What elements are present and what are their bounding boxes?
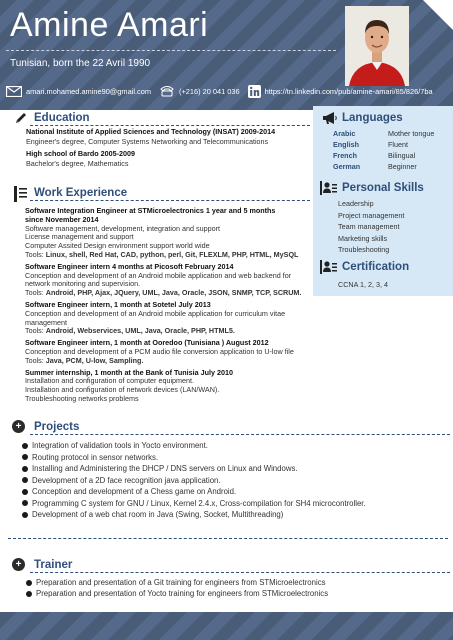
project-text: Development of a web chat room in Java (Swing, Socket, Multithreading) — [32, 510, 284, 519]
language-level: Bilingual — [388, 151, 416, 160]
footer-banner — [0, 612, 453, 640]
plus-circle-icon: + — [12, 420, 25, 433]
language-name: French — [333, 151, 357, 160]
projects-title: Projects — [34, 421, 80, 433]
certification-title: Certification — [342, 261, 410, 273]
bullet-icon — [22, 443, 28, 449]
trainer-list — [26, 577, 328, 599]
skill-item: Team management — [338, 222, 400, 232]
language-row — [333, 161, 451, 172]
section-divider — [8, 538, 448, 539]
bullet-icon — [22, 500, 28, 506]
candidate-subtitle: Tunisian, born the 22 Avril 1990 — [10, 58, 151, 69]
bullet-icon — [22, 512, 28, 518]
corner-decoration — [423, 0, 453, 30]
job-line: Troubleshooting networks problems — [25, 393, 139, 403]
projects-list — [22, 440, 366, 521]
job-tools-value: Linux, shell, Red Hat, CAD, python, perl, Git, FLEXLM, PHP, HTML, MySQL — [45, 249, 299, 259]
skill-item: Troubleshooting — [338, 245, 390, 255]
bullet-icon — [22, 454, 28, 460]
job-line: Conception and development of an Android mobile application and web backend for network monitoring and supervision. — [25, 270, 292, 289]
job-title: Software Engineer intern 4 months at Picosoft February 2014 — [25, 261, 234, 271]
language-name: English — [333, 140, 359, 149]
language-row — [333, 128, 451, 139]
job-title: Summer internship, 1 month at the Bank of Tunisia July 2010 — [25, 367, 233, 377]
job-title: Software Engineer intern, 1 month at Ooredoo (Tunisiana ) August 2012 — [25, 338, 269, 348]
trainer-item — [26, 577, 328, 588]
language-row — [333, 139, 451, 150]
job-title: Software Integration Engineer at STMicroelectronics 1 year and 5 months since November 2014 — [25, 206, 276, 224]
project-text: Routing protocol in sensor networks. — [32, 452, 159, 462]
job-tools — [25, 289, 315, 298]
contact-linkedin[interactable]: https://tn.linkedin.com/pub/amine-amari/85/826/7ba — [264, 86, 433, 96]
projects-rule — [30, 434, 450, 435]
job-line: Conception and development of a PCM audio file conversion application to U-low file — [25, 346, 294, 356]
profile-photo — [345, 6, 409, 86]
language-name: German — [333, 162, 361, 171]
project-item — [22, 463, 366, 475]
certification-text: CCNA 1, 2, 3, 4 — [338, 280, 388, 289]
languages-list — [333, 128, 451, 172]
education-school-2: High school of Bardo 2005-2009 — [26, 149, 136, 159]
contact-bar — [6, 84, 441, 98]
language-name: Arabic — [333, 129, 356, 138]
job-line: Installation and configuration of network devices (LAN/WAN). — [25, 385, 220, 395]
job-tools-value: Android, PHP, Ajax, JQuery, UML, Java, Oracle, JSON, SNMP, TCP, SCRUM. — [45, 288, 302, 298]
project-item — [22, 509, 366, 521]
job-tools — [25, 327, 315, 336]
project-item — [22, 452, 366, 464]
job-line: Computer Assited Design environment support world wide — [25, 241, 210, 251]
job-line: Installation and configuration of computer equipment. — [25, 376, 195, 386]
document-icon — [14, 186, 28, 200]
education-degree-2: Bachelor's degree, Mathematics — [26, 158, 129, 168]
job-tools-label: Tools: — [25, 288, 46, 298]
contact-email[interactable]: amari.mohamed.amine90@gmail.com — [26, 86, 151, 96]
project-text: Development of a 2D face recognition java application. — [32, 475, 221, 485]
job-title: Software Engineer intern, 1 month at Sotetel July 2013 — [25, 299, 211, 309]
job-tools-label: Tools: — [25, 249, 46, 259]
bullet-icon — [22, 489, 28, 495]
job-entry — [25, 207, 315, 260]
contact-phone: (+216) 20 041 036 — [178, 86, 240, 96]
skill-item: Project management — [338, 210, 405, 220]
trainer-title: Trainer — [34, 559, 73, 571]
language-level: Fluent — [388, 140, 408, 149]
job-line: License management and support — [25, 232, 134, 242]
project-item — [22, 440, 366, 452]
bullet-icon — [26, 580, 32, 586]
work-rule — [30, 200, 310, 201]
project-item — [22, 498, 366, 510]
job-tools-label: Tools: — [25, 326, 46, 336]
trainer-text: Preparation and presentation of Yocto training for engineers from STMicroelectronics — [36, 589, 329, 598]
languages-title: Languages — [342, 112, 403, 124]
language-row — [333, 150, 451, 161]
work-title: Work Experience — [34, 187, 128, 199]
job-tools-value: Java, PCM, U-low, Sampling. — [45, 355, 144, 365]
user-list-icon — [320, 181, 338, 195]
candidate-name: Amine Amari — [10, 6, 209, 44]
language-level: Beginner — [388, 162, 417, 171]
job-tools — [25, 357, 315, 366]
job-entry — [25, 301, 315, 336]
education-list — [26, 127, 311, 168]
bullet-icon — [26, 591, 32, 597]
envelope-icon — [6, 86, 22, 97]
linkedin-icon — [248, 85, 261, 98]
header-divider — [6, 50, 336, 51]
job-tools-value: Android, Webservices, UML, Java, Oracle, PHP, HTML5. — [45, 326, 235, 336]
project-text: Conception and development of a Chess game on Android. — [32, 487, 237, 496]
certificate-icon — [320, 260, 338, 274]
job-line: Conception and development of an Android mobile application for curriculum vitae management — [25, 308, 286, 327]
project-text: Integration of validation tools in Yocto environment. — [32, 441, 208, 450]
job-entry — [25, 369, 315, 404]
bullet-icon — [22, 477, 28, 483]
plus-circle-icon: + — [12, 558, 25, 571]
education-rule — [30, 125, 310, 126]
job-line: Software management, development, integration and support — [25, 223, 220, 233]
project-text: Installing and Administering the DHCP / DNS servers on Linux and Windows. — [32, 464, 298, 473]
trainer-text: Preparation and presentation of a Git training for engineers from STMicroelectronics — [36, 578, 326, 587]
skills-list — [338, 198, 404, 256]
megaphone-icon — [322, 111, 338, 125]
phone-icon — [159, 85, 175, 97]
project-item — [22, 486, 366, 498]
project-item — [22, 475, 366, 487]
trainer-rule — [30, 572, 450, 573]
education-title: Education — [34, 112, 90, 124]
trainer-item — [26, 588, 328, 599]
job-entry — [25, 263, 315, 298]
education-school-1: National Institute of Applied Sciences and Technology (INSAT) 2009-2014 — [26, 127, 276, 136]
education-degree-1: Engineer's degree, Computer Systems Networking and Telecommunications — [26, 136, 269, 146]
pencil-icon — [14, 111, 28, 125]
skills-title: Personal Skills — [342, 182, 424, 194]
work-list — [25, 207, 315, 407]
job-entry — [25, 339, 315, 365]
job-tools-label: Tools: — [25, 355, 46, 365]
skill-item: Marketing skills — [338, 233, 388, 243]
bullet-icon — [22, 466, 28, 472]
project-text: Programming C system for GNU / Linux, Kernel 2.4.x, Cross-compilation for SH4 microcontroller. — [32, 498, 366, 508]
job-tools — [25, 251, 315, 260]
skill-item: Leadership — [338, 199, 374, 208]
language-level: Mother tongue — [388, 129, 435, 138]
